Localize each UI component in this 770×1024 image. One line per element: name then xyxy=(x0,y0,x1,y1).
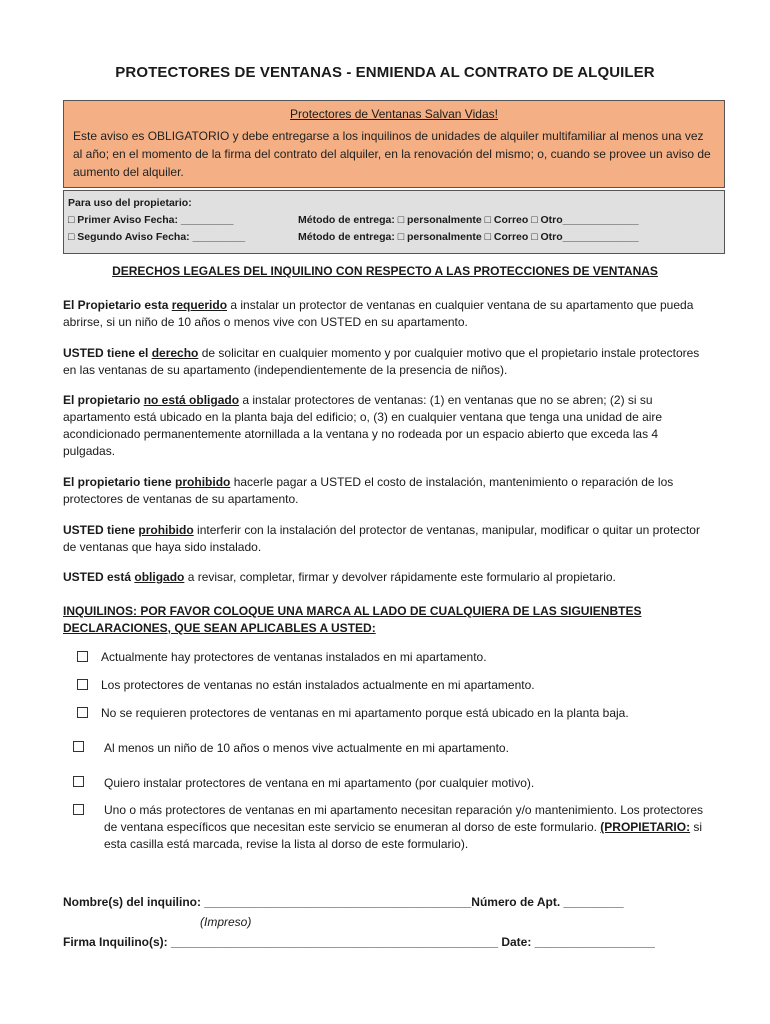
paragraph-key: prohibido xyxy=(175,475,231,489)
notice-body: Este aviso es OBLIGATORIO y debe entregarse a los inquilinos de unidades de alquiler multifamiliar al menos una vez al año; en el momento de la firma del contrato del alquiler, en la renovación del mismo; o, cuando se provee un aviso de aumento del alquiler. xyxy=(73,129,711,179)
owner-use-box xyxy=(63,190,725,254)
checkbox-label-repair xyxy=(104,802,704,853)
paragraph-rest: de solicitar en cualquier momento y por cualquier motivo que el propietario instale protectores en las ventanas de su apartamento (independientemente de la presencia de niños). xyxy=(63,346,700,377)
paragraph-key: derecho xyxy=(151,346,199,360)
notice-box xyxy=(63,100,725,188)
paragraph-rest: a instalar un protector de ventanas en cualquier ventana de su apartamento que pueda abrirse, si un niño de 10 años o menos vive con USTED en su apartamento. xyxy=(63,298,694,329)
paragraph-rest: a instalar protectores de ventanas: (1) en ventanas que no se abren; (2) si su apartamento está ubicado en la planta baja del edificio; o, (3) en cualquier ventana que tenga una unidad de aire acondicionado permanentemente atornillada a la ventana y no rodeada por un espacio abierto que exceda las 4 pulgadas. xyxy=(63,393,663,458)
checkbox-label: Actualmente hay protectores de ventanas instalados en mi apartamento. xyxy=(101,650,487,664)
checkbox-label: Uno o más protectores de ventanas en mi apartamento necesitan reparación y/o mantenimiento. Los protectores de ventana específicos que necesitan este servicio se enumeran al dorso de este formulario. xyxy=(104,803,703,834)
paragraph-lead: USTED está xyxy=(63,570,135,584)
paragraph-rest: interferir con la instalación del protector de ventanas, manipular, modificar o quitar un protector de ventanas que haya sido instalado. xyxy=(63,523,700,554)
first-notice-field[interactable]: □ Primer Aviso Fecha: _________ xyxy=(68,214,234,226)
paragraph-obligated xyxy=(63,569,713,586)
paragraph-prohibited-owner xyxy=(63,474,713,508)
delivery-method-2[interactable]: Método de entrega: □ personalmente □ Correo □ Otro_____________ xyxy=(298,231,639,243)
paragraph-key: requerido xyxy=(171,298,228,312)
checkbox-label: Al menos un niño de 10 años o menos vive actualmente en mi apartamento. xyxy=(104,741,509,755)
paragraph-lead: USTED tiene xyxy=(63,523,139,537)
paragraph-rest: hacerle pagar a USTED el costo de instalación, mantenimiento o reparación de los protectores de ventanas de su apartamento. xyxy=(63,475,674,506)
delivery-method-1[interactable]: Método de entrega: □ personalmente □ Correo □ Otro_____________ xyxy=(298,214,639,226)
paragraph-key: prohibido xyxy=(138,523,194,537)
paragraph-rest: a revisar, completar, firmar y devolver rápidamente este formulario al propietario. xyxy=(184,570,616,584)
owner-note-key: (PROPIETARIO: xyxy=(600,820,691,834)
checkbox-ground-floor[interactable] xyxy=(77,707,88,718)
paragraph-key: obligado xyxy=(134,570,185,584)
tenant-name-line[interactable]: Nombre(s) del inquilino: ________________________________________Número de Apt. _________ xyxy=(63,895,624,909)
second-notice-field[interactable]: □ Segundo Aviso Fecha: _________ xyxy=(68,231,246,243)
checkbox-want-install[interactable] xyxy=(73,776,84,787)
checkbox-label: Los protectores de ventanas no están instalados actualmente en mi apartamento. xyxy=(101,678,535,692)
checkbox-child-resident[interactable] xyxy=(73,741,84,752)
paragraph-lead: El propietario xyxy=(63,393,144,407)
checkbox-guards-installed[interactable] xyxy=(77,651,88,662)
page-title: PROTECTORES DE VENTANAS - ENMIENDA AL CONTRATO DE ALQUILER xyxy=(115,64,655,81)
tenant-instructions: INQUILINOS: POR FAVOR COLOQUE UNA MARCA AL LADO DE CUALQUIERA DE LAS SIGUIENBTES DECLARACIONES, QUE SEAN APLICABLES A USTED: xyxy=(63,604,642,635)
paragraph-lead: El Propietario esta xyxy=(63,298,172,312)
paragraph-key: no está obligado xyxy=(143,393,240,407)
paragraph-lead: El propietario tiene xyxy=(63,475,176,489)
paragraph-lead: USTED tiene el xyxy=(63,346,152,360)
printed-label: (Impreso) xyxy=(200,915,252,929)
rights-heading: DERECHOS LEGALES DEL INQUILINO CON RESPECTO A LAS PROTECCIONES DE VENTANAS xyxy=(112,264,658,278)
owner-use-label: Para uso del propietario: xyxy=(68,197,192,209)
paragraph-right xyxy=(63,345,713,379)
paragraph-required xyxy=(63,297,713,331)
checkbox-label: Quiero instalar protectores de ventana en mi apartamento (por cualquier motivo). xyxy=(104,776,535,790)
notice-heading: Protectores de Ventanas Salvan Vidas! xyxy=(290,107,498,121)
checkbox-needs-repair[interactable] xyxy=(73,804,84,815)
tenant-signature-line[interactable]: Firma Inquilino(s): _________________________________________________ Date: __________________ xyxy=(63,935,655,949)
paragraph-not-obligated xyxy=(63,392,713,460)
owner-note-rest: si esta casilla está marcada, revise la lista al dorso de este formulario). xyxy=(104,820,703,851)
checkbox-label: No se requieren protectores de ventanas en mi apartamento porque está ubicado en la planta baja. xyxy=(101,706,629,720)
paragraph-prohibited-tenant xyxy=(63,522,713,556)
checkbox-guards-not-installed[interactable] xyxy=(77,679,88,690)
